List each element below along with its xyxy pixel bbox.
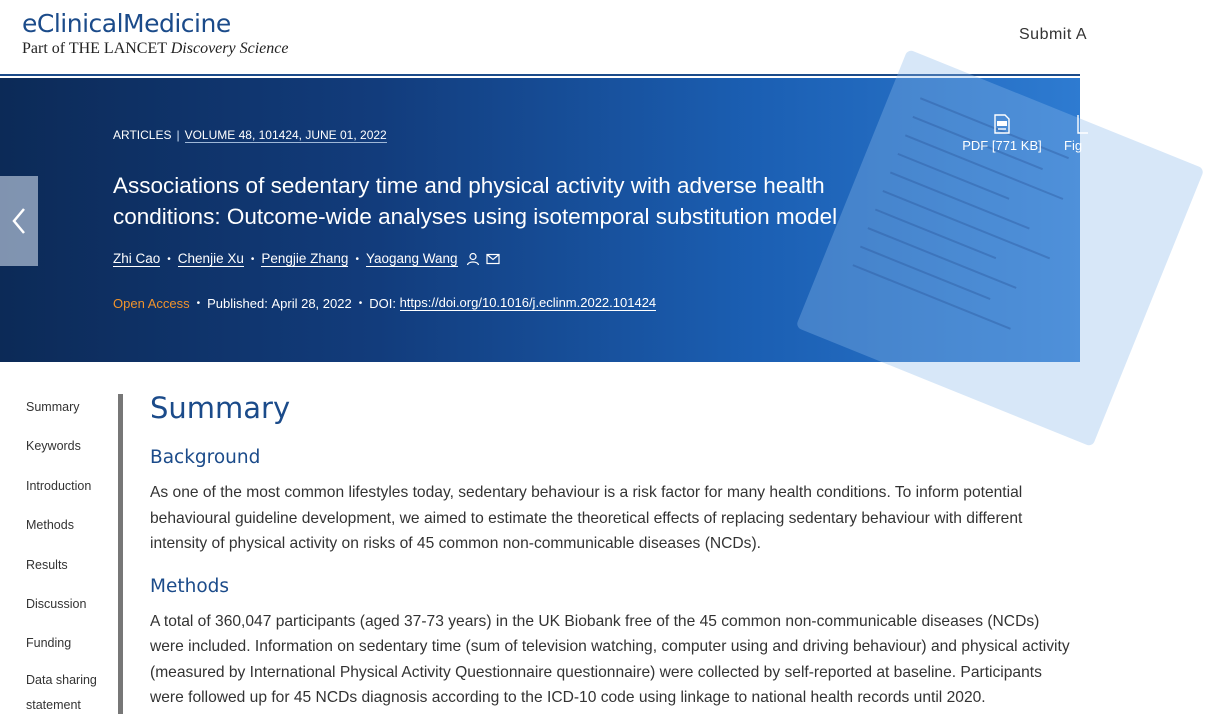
nav-item-methods[interactable]: Methods: [26, 518, 74, 533]
nav-item-results[interactable]: Results: [26, 557, 68, 572]
journal-name[interactable]: eClinicalMedicine: [22, 9, 231, 38]
nav-item-discussion[interactable]: Discussion: [26, 596, 87, 611]
methods-paragraph: A total of 360,047 participants (aged 37-73 years) in the UK Biobank free of the 45 common non-communicable diseases (NCDs) were included. Information on sedentary time (sum of television watching, computer using and driving behaviour) and physical activity (measured by International Physical Activity Questionnaire questionnaire) were collected by self-reported at baseline. Participants were followed up for 45 NCDs diagnosis according to the ICD-10 code using linkage to national health records until 2020.: [150, 612, 1070, 706]
article-banner: [0, 78, 1083, 362]
methods-heading: Methods: [150, 575, 230, 597]
article-section-nav: [26, 392, 126, 718]
pdf-icon: [993, 114, 1011, 134]
previous-article-button[interactable]: [0, 176, 38, 266]
journal-logo[interactable]: [22, 10, 288, 58]
submit-article-link[interactable]: Submit A: [1019, 26, 1088, 43]
section-progress-bar: [118, 394, 123, 714]
mail-icon[interactable]: [486, 253, 500, 265]
volume-link[interactable]: VOLUME 48, 101424, JUNE 01, 2022: [184, 128, 387, 142]
doi-link[interactable]: https://doi.org/10.1016/j.eclinm.2022.101424: [399, 295, 657, 310]
figures-icon: [1076, 114, 1088, 134]
publication-info: Open Access • Published: April 28, 2022 • DOI: https://doi.org/10.1016/j.eclinm.2022.101424: [113, 295, 657, 311]
nav-item-funding[interactable]: Funding: [26, 636, 72, 651]
background-paragraph: As one of the most common lifestyles today, sedentary behaviour is a risk factor for many health conditions. To inform potential behavioural guideline development, we aimed to estimate the theoretical effects of replacing sedentary behaviour with different intensity of physical activity on risks of 45 common non-communicable diseases (NCDs).: [150, 484, 1023, 552]
pdf-download-button[interactable]: [961, 114, 1043, 153]
author-link[interactable]: Chenjie Xu: [177, 251, 244, 266]
figures-label: Fig: [1064, 138, 1083, 153]
author-link[interactable]: Zhi Cao: [113, 251, 161, 266]
figures-button[interactable]: [1064, 114, 1094, 153]
author-list: Zhi Cao • Chenjie Xu • Pengjie Zhang • Yaogang Wang: [113, 251, 500, 267]
nav-item-introduction[interactable]: Introduction: [26, 478, 92, 493]
chevron-left-icon: [11, 207, 27, 235]
published-date: April 28, 2022: [271, 295, 352, 311]
article-title: Associations of sedentary time and physical activity with adverse health conditions: Outcome-wide analyses using isotemporal substitution model: [113, 173, 838, 229]
article-content: [150, 388, 1070, 711]
author-link[interactable]: Yaogang Wang: [365, 251, 458, 266]
article-type: ARTICLES: [113, 128, 172, 142]
article-meta: ARTICLES | VOLUME 48, 101424, JUNE 01, 2022: [113, 128, 387, 142]
nav-item-summary[interactable]: Summary: [26, 400, 80, 414]
pdf-label: PDF [771 KB]: [962, 138, 1042, 153]
nav-item-data-sharing[interactable]: Data sharing statement: [26, 672, 97, 712]
person-icon[interactable]: [466, 252, 480, 266]
author-link[interactable]: Pengjie Zhang: [261, 251, 349, 266]
doi-label: DOI:: [369, 295, 396, 311]
journal-affiliation: Part of THE LANCET Discovery Science: [22, 40, 289, 57]
open-access-badge: Open Access: [113, 295, 190, 311]
background-heading: Background: [150, 447, 261, 468]
nav-item-keywords[interactable]: Keywords: [26, 439, 81, 454]
summary-heading: Summary: [150, 391, 291, 425]
published-label: Published:: [207, 295, 268, 311]
